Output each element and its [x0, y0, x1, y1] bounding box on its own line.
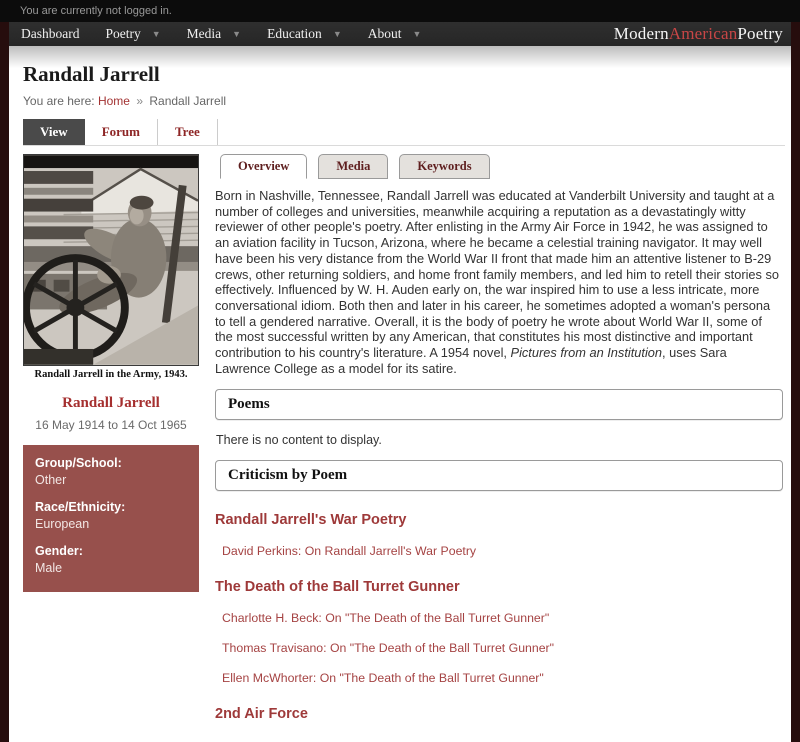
site-logo[interactable]: ModernAmericanPoetry	[613, 24, 783, 43]
fact-race-ethnicity: Race/Ethnicity: European	[35, 500, 126, 531]
nav-item-label: Dashboard	[21, 26, 80, 41]
nav-item-label: Poetry	[105, 26, 141, 41]
login-status-text: You are currently not logged in.	[20, 5, 172, 17]
nav-item-media[interactable]	[174, 22, 254, 46]
page-title: Randall Jarrell	[23, 62, 160, 86]
criticism-link[interactable]: Ellen McWhorter: On "The Death of the Ball Turret Gunner"	[222, 671, 544, 686]
nav-item-label: Media	[186, 26, 222, 41]
tab-media[interactable]: Media	[318, 154, 388, 179]
nav-item-dashboard[interactable]	[9, 22, 92, 46]
breadcrumb-prefix: You are here:	[23, 94, 95, 108]
admin-status-bar	[0, 0, 800, 22]
chevron-down-icon: ▼	[412, 28, 422, 39]
profile-photo	[23, 154, 199, 366]
criticism-link[interactable]: David Perkins: On Randall Jarrell's War Poetry	[222, 544, 477, 559]
criticism-link[interactable]: Thomas Travisano: On "The Death of the Ball Turret Gunner"	[222, 641, 555, 656]
biography-text: Born in Nashville, Tennessee, Randall Jarrell was educated at Vanderbilt University and taught at a number of colleges and universities, meanwhile acquiring a reputation as a devastatingly witty reviewer of other people's poetry. After enlisting in the Army Air Force in 1942, he was assigned to an aviation facility in Tucson, Arizona, where he became a celestial training navigator. It may well have been his very distance from the World War II front that made him an attentive listener to B-29 crews, other returning soldiers, and home front family members, and led him to retell their stories so effectively. Influenced by W. H. Auden early on, the war inspired him to use a less intricate, more conversational idiom. Both then and later in his career, he sometimes adopted a woman's persona to tell a gendered narrative. Overall, it is the body of poetry he wrote about World War II, some of the most successful written by any American, that constitutes his most distinctive and important contribution to his country's literature. A 1954 novel, Pictures from an Institution, uses Sara Lawrence College as a model for its satire.	[215, 188, 780, 376]
breadcrumb-current: Randall Jarrell	[149, 94, 227, 108]
photo-caption: Randall Jarrell in the Army, 1943.	[34, 369, 188, 380]
facts-box	[23, 445, 199, 592]
main-nav	[9, 22, 791, 46]
breadcrumb	[23, 94, 785, 108]
tab-keywords[interactable]: Keywords	[399, 154, 489, 179]
content-layout	[15, 154, 785, 722]
fact-group-school: Group/School: Other	[35, 456, 122, 487]
poems-section-header: Poems	[215, 389, 783, 420]
tab-view[interactable]: View	[23, 119, 85, 145]
tab-tree[interactable]: Tree	[158, 119, 218, 145]
person-dates: 16 May 1914 to 14 Oct 1965	[35, 418, 187, 432]
poem-heading-war-poetry[interactable]: Randall Jarrell's War Poetry	[215, 512, 407, 529]
nav-item-label: Education	[267, 26, 322, 41]
poems-empty-message: There is no content to display.	[216, 433, 382, 448]
nav-item-poetry[interactable]	[92, 22, 173, 46]
tab-forum[interactable]: Forum	[85, 119, 158, 145]
poem-heading-2nd-air-force[interactable]: 2nd Air Force	[215, 706, 308, 723]
chevron-down-icon: ▼	[232, 28, 242, 39]
criticism-group	[215, 706, 783, 722]
criticism-link[interactable]: Charlotte H. Beck: On "The Death of the Ball Turret Gunner"	[222, 611, 550, 626]
main-content	[215, 154, 783, 722]
breadcrumb-home-link[interactable]: Home	[97, 94, 130, 108]
criticism-group	[215, 512, 783, 558]
nav-item-about[interactable]	[355, 22, 435, 46]
chevron-down-icon: ▼	[332, 28, 342, 39]
primary-tabs	[23, 119, 785, 146]
nav-item-education[interactable]	[254, 22, 355, 46]
chevron-down-icon: ▼	[151, 28, 161, 39]
tab-overview[interactable]: Overview	[220, 154, 307, 179]
breadcrumb-separator: »	[136, 94, 144, 108]
criticism-group	[215, 579, 783, 685]
page-container	[9, 46, 791, 742]
profile-sidebar	[23, 154, 199, 722]
content-tabs	[220, 154, 783, 179]
poem-heading-ball-turret-gunner[interactable]: The Death of the Ball Turret Gunner	[215, 579, 460, 596]
fact-gender: Gender: Male	[35, 544, 83, 575]
person-name-link[interactable]: Randall Jarrell	[62, 395, 160, 411]
nav-item-label: About	[367, 26, 402, 41]
book-title-italic: Pictures from an Institution	[510, 345, 663, 361]
criticism-section-header: Criticism by Poem	[215, 460, 783, 491]
